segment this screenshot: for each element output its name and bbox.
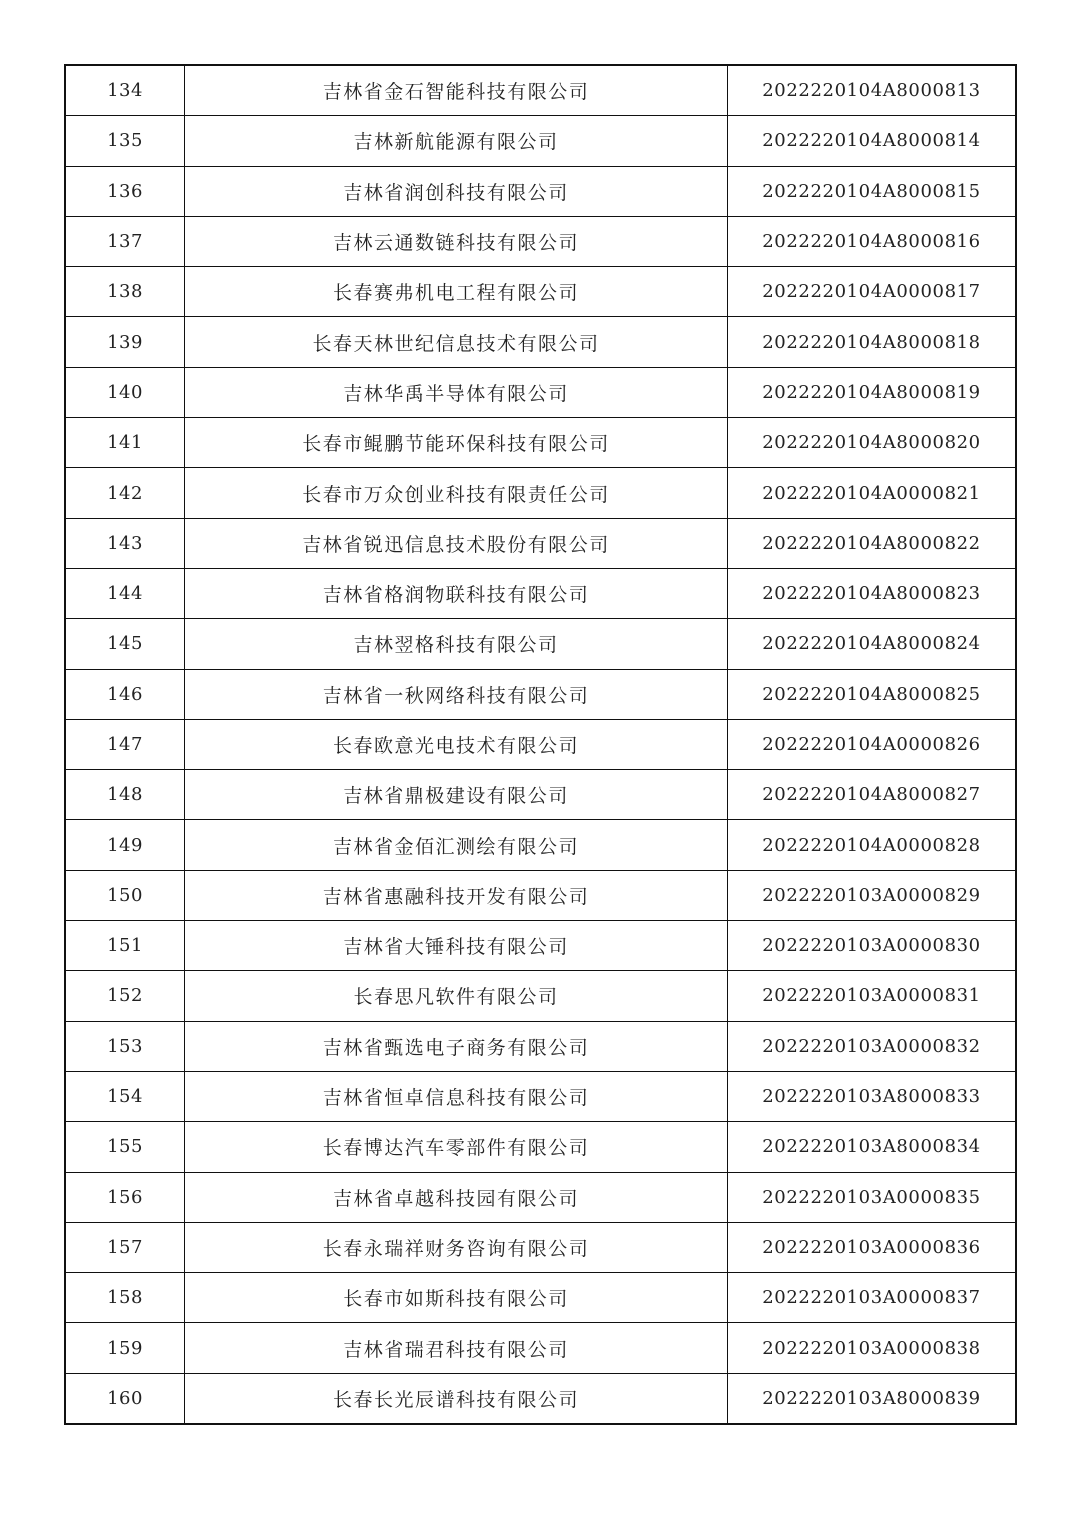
- table-row: [65, 1172, 1016, 1222]
- row-number-cell: 160: [65, 1373, 185, 1424]
- company-name-cell: 吉林省惠融科技开发有限公司: [185, 870, 728, 920]
- registration-code-cell: 2022220104A8000823: [728, 568, 1017, 618]
- company-name-cell: 吉林省恒卓信息科技有限公司: [185, 1071, 728, 1121]
- company-name-cell: 吉林翌格科技有限公司: [185, 619, 728, 669]
- registration-code-cell: 2022220103A0000832: [728, 1021, 1017, 1071]
- table-row: [65, 820, 1016, 870]
- row-number-cell: 146: [65, 669, 185, 719]
- table-row: [65, 1021, 1016, 1071]
- company-name-cell: 长春天林世纪信息技术有限公司: [185, 317, 728, 367]
- registration-code-cell: 2022220104A0000821: [728, 468, 1017, 518]
- registration-code-cell: 2022220104A8000814: [728, 116, 1017, 166]
- company-name-cell: 吉林省鼎极建设有限公司: [185, 770, 728, 820]
- table-row: [65, 1122, 1016, 1172]
- company-name-cell: 吉林省卓越科技园有限公司: [185, 1172, 728, 1222]
- company-name-cell: 长春思凡软件有限公司: [185, 971, 728, 1021]
- table-row: [65, 166, 1016, 216]
- registration-code-cell: 2022220104A8000815: [728, 166, 1017, 216]
- row-number-cell: 147: [65, 719, 185, 769]
- row-number-cell: 142: [65, 468, 185, 518]
- registration-code-cell: 2022220103A0000838: [728, 1323, 1017, 1373]
- table-row: [65, 770, 1016, 820]
- row-number-cell: 150: [65, 870, 185, 920]
- table-row: [65, 669, 1016, 719]
- table-row: [65, 65, 1016, 116]
- table-row: [65, 367, 1016, 417]
- table-row: [65, 468, 1016, 518]
- registration-code-cell: 2022220104A8000825: [728, 669, 1017, 719]
- company-name-cell: 长春市万众创业科技有限责任公司: [185, 468, 728, 518]
- row-number-cell: 154: [65, 1071, 185, 1121]
- enterprise-registry-table: [64, 64, 1017, 1425]
- table-row: [65, 216, 1016, 266]
- company-name-cell: 吉林省锐迅信息技术股份有限公司: [185, 518, 728, 568]
- company-name-cell: 长春欧意光电技术有限公司: [185, 719, 728, 769]
- row-number-cell: 155: [65, 1122, 185, 1172]
- registration-code-cell: 2022220103A8000834: [728, 1122, 1017, 1172]
- row-number-cell: 144: [65, 568, 185, 618]
- registration-code-cell: 2022220104A0000826: [728, 719, 1017, 769]
- row-number-cell: 136: [65, 166, 185, 216]
- table-row: [65, 921, 1016, 971]
- company-name-cell: 吉林省甄选电子商务有限公司: [185, 1021, 728, 1071]
- table-row: [65, 619, 1016, 669]
- row-number-cell: 141: [65, 418, 185, 468]
- registration-code-cell: 2022220104A8000819: [728, 367, 1017, 417]
- registration-code-cell: 2022220104A8000816: [728, 216, 1017, 266]
- registry-table-body: [65, 65, 1016, 1424]
- table-row: [65, 1273, 1016, 1323]
- registration-code-cell: 2022220103A0000836: [728, 1222, 1017, 1272]
- company-name-cell: 长春赛弗机电工程有限公司: [185, 267, 728, 317]
- row-number-cell: 159: [65, 1323, 185, 1373]
- table-row: [65, 971, 1016, 1021]
- company-name-cell: 吉林新航能源有限公司: [185, 116, 728, 166]
- registration-code-cell: 2022220104A8000824: [728, 619, 1017, 669]
- company-name-cell: 长春永瑞祥财务咨询有限公司: [185, 1222, 728, 1272]
- table-row: [65, 116, 1016, 166]
- row-number-cell: 138: [65, 267, 185, 317]
- company-name-cell: 吉林云通数链科技有限公司: [185, 216, 728, 266]
- registration-code-cell: 2022220104A8000827: [728, 770, 1017, 820]
- registration-code-cell: 2022220104A0000817: [728, 267, 1017, 317]
- row-number-cell: 157: [65, 1222, 185, 1272]
- company-name-cell: 吉林省瑞君科技有限公司: [185, 1323, 728, 1373]
- company-name-cell: 长春市鲲鹏节能环保科技有限公司: [185, 418, 728, 468]
- registration-code-cell: 2022220103A0000837: [728, 1273, 1017, 1323]
- company-name-cell: 吉林华禹半导体有限公司: [185, 367, 728, 417]
- table-row: [65, 568, 1016, 618]
- registration-code-cell: 2022220104A8000813: [728, 65, 1017, 116]
- company-name-cell: 吉林省一秋网络科技有限公司: [185, 669, 728, 719]
- company-name-cell: 吉林省大锤科技有限公司: [185, 921, 728, 971]
- table-row: [65, 1222, 1016, 1272]
- company-name-cell: 长春市如斯科技有限公司: [185, 1273, 728, 1323]
- table-row: [65, 1323, 1016, 1373]
- table-row: [65, 267, 1016, 317]
- row-number-cell: 137: [65, 216, 185, 266]
- row-number-cell: 140: [65, 367, 185, 417]
- table-row: [65, 1071, 1016, 1121]
- table-row: [65, 870, 1016, 920]
- company-name-cell: 长春博达汽车零部件有限公司: [185, 1122, 728, 1172]
- row-number-cell: 134: [65, 65, 185, 116]
- row-number-cell: 149: [65, 820, 185, 870]
- row-number-cell: 135: [65, 116, 185, 166]
- row-number-cell: 139: [65, 317, 185, 367]
- company-name-cell: 吉林省润创科技有限公司: [185, 166, 728, 216]
- table-row: [65, 518, 1016, 568]
- row-number-cell: 153: [65, 1021, 185, 1071]
- row-number-cell: 148: [65, 770, 185, 820]
- row-number-cell: 151: [65, 921, 185, 971]
- registration-code-cell: 2022220103A0000830: [728, 921, 1017, 971]
- registration-code-cell: 2022220104A8000822: [728, 518, 1017, 568]
- registration-code-cell: 2022220103A8000833: [728, 1071, 1017, 1121]
- row-number-cell: 156: [65, 1172, 185, 1222]
- registration-code-cell: 2022220103A0000835: [728, 1172, 1017, 1222]
- table-row: [65, 418, 1016, 468]
- company-name-cell: 吉林省金佰汇测绘有限公司: [185, 820, 728, 870]
- company-name-cell: 吉林省格润物联科技有限公司: [185, 568, 728, 618]
- table-row: [65, 317, 1016, 367]
- row-number-cell: 152: [65, 971, 185, 1021]
- registration-code-cell: 2022220104A8000820: [728, 418, 1017, 468]
- company-name-cell: 长春长光辰谱科技有限公司: [185, 1373, 728, 1424]
- registration-code-cell: 2022220103A0000831: [728, 971, 1017, 1021]
- row-number-cell: 143: [65, 518, 185, 568]
- row-number-cell: 158: [65, 1273, 185, 1323]
- table-row: [65, 719, 1016, 769]
- row-number-cell: 145: [65, 619, 185, 669]
- company-name-cell: 吉林省金石智能科技有限公司: [185, 65, 728, 116]
- table-row: [65, 1373, 1016, 1424]
- registration-code-cell: 2022220103A0000829: [728, 870, 1017, 920]
- registration-code-cell: 2022220104A0000828: [728, 820, 1017, 870]
- registration-code-cell: 2022220103A8000839: [728, 1373, 1017, 1424]
- registration-code-cell: 2022220104A8000818: [728, 317, 1017, 367]
